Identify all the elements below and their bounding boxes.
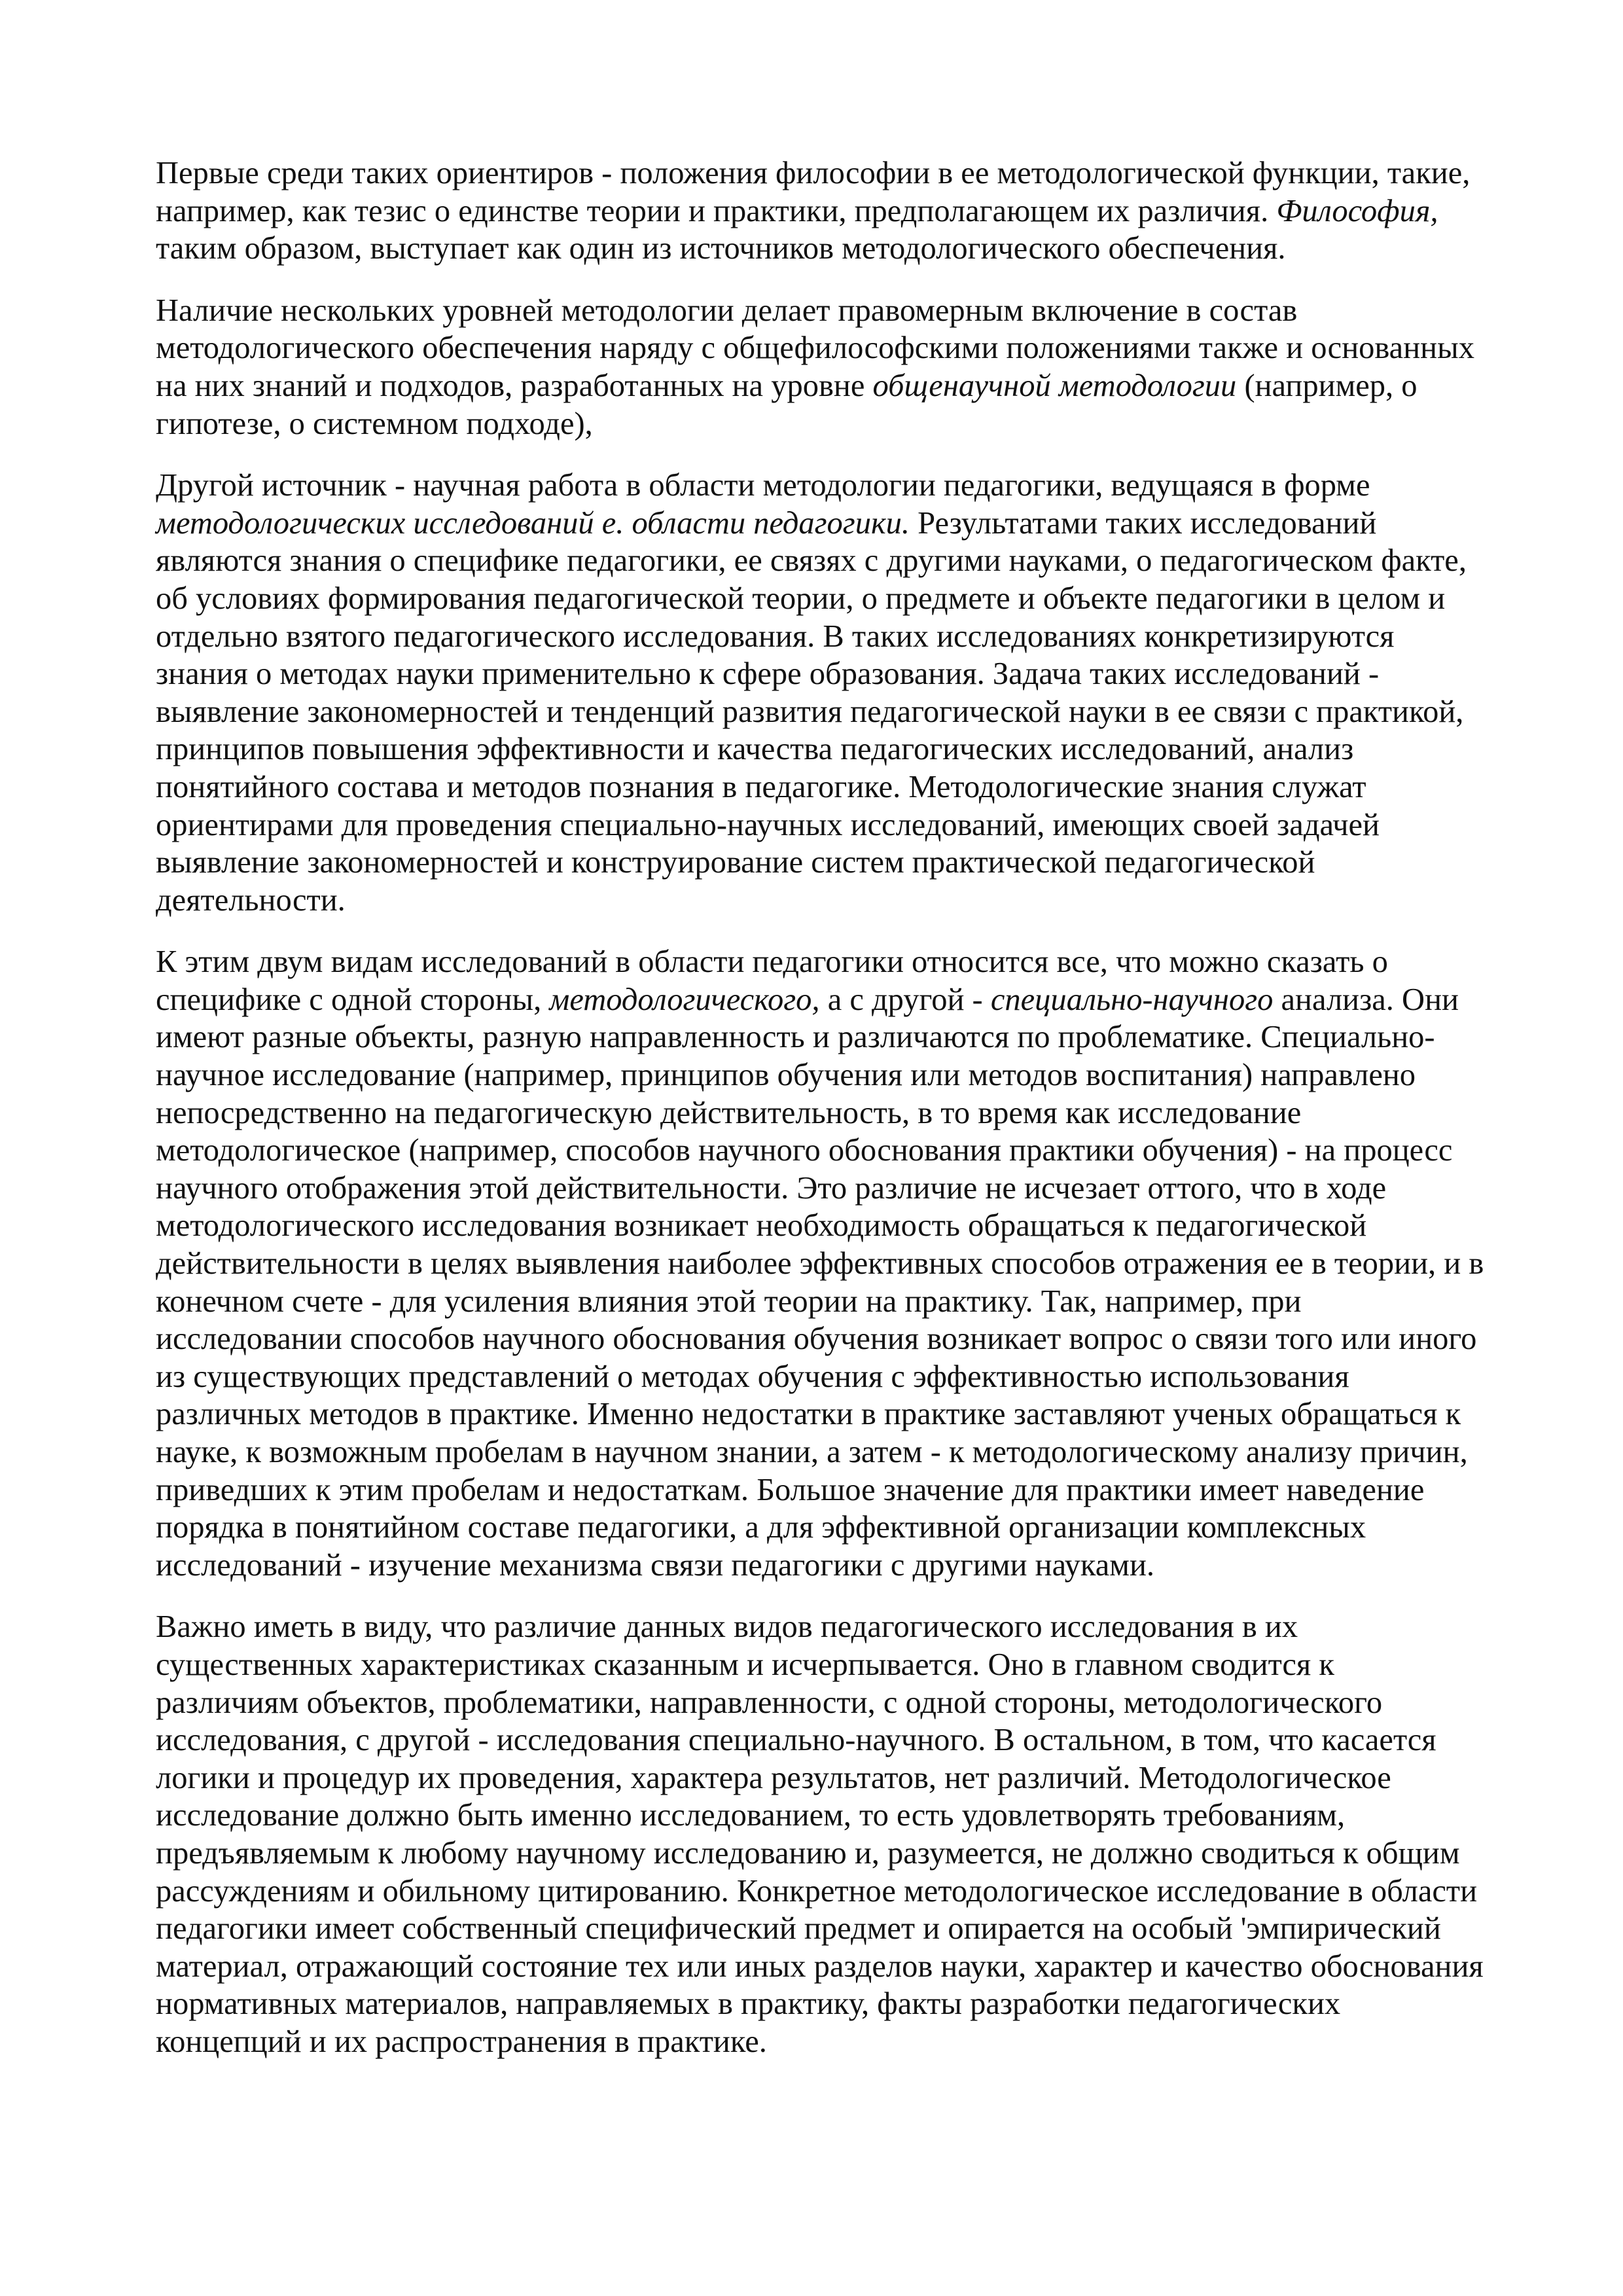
text-run: Наличие нескольких уровней методологии делает правомерным включение в состав методологического обеспечения наряду с общефилософскими положениями также и основанных на них знаний и подходов, разработанных на уровне <box>156 293 1474 403</box>
paragraph-3 <box>156 467 1484 919</box>
text-run: Другой источник - научная работа в области методологии педагогики, ведущаяся в форме <box>156 468 1370 503</box>
text-run: а с другой - <box>819 982 991 1017</box>
italic-run: общенаучной методологии <box>872 368 1237 403</box>
italic-run: методологического, <box>549 982 820 1017</box>
italic-run: Философия, <box>1276 193 1438 228</box>
text-run: (например, о гипотезе, о системном подходе), <box>156 368 1418 441</box>
text-run: анализа. Они имеют разные объекты, разную направленность и различаются по проблематике. Специально-научное исследование (например, принципов обучения или методов воспитания) направлено непосредственно на педагогическую действительность, в то время как исследование методологическое (например, способов научного обоснования практики обучения) - на процесс научного отображения этой действительности. Это различие не исчезает оттого, что в ходе методологического исследования возникает необходимость обращаться к педагогической действительности в целях выявления наиболее эффективных способов отражения ее в теории, и в конечном счете - для усиления влияния этой теории на практику. Так, например, при исследовании способов научного обоснования обучения возникает вопрос о связи того или иного из существующих представлений о методах обучения с эффективностью использования различных методов в практике. Именно недостатки в практике заставляют ученых обращаться к науке, к возможным пробелам в научном знании, а затем - к методологическому анализу причин, приведших к этим пробелам и недостаткам. Большое значение для практики имеет наведение порядка в понятийном составе педагогики, а для эффективной организации комплексных исследований - изучение механизма связи педагогики с другими науками. <box>156 982 1484 1583</box>
paragraph-2 <box>156 292 1484 442</box>
paragraph-4 <box>156 943 1484 1584</box>
paragraph-5 <box>156 1608 1484 2060</box>
text-run: К этим двум видам исследований в области педагогики относится все, что можно сказать о специфике с одной стороны, <box>156 944 1388 1017</box>
document-page <box>156 154 1484 2085</box>
paragraph-1 <box>156 154 1484 268</box>
text-run: таким образом, выступает как один из источников методологического обеспечения. <box>156 231 1286 266</box>
italic-run: методологических исследований е. области педагогики. <box>156 505 910 541</box>
text-run: Важно иметь в виду, что различие данных видов педагогического исследования в их существенных характеристиках сказанным и исчерпывается. Оно в главном сводится к различиям объектов, проблематики, направленности, с одной стороны, методологического исследования, с другой - исследования специально-научного. В остальном, в том, что касается логики и процедур их проведения, характера результатов, нет различий. Методологическое исследование должно быть именно исследованием, то есть удовлетворять требованиям, предъявляемым к любому научному исследованию и, разумеется, не должно сводиться к общим рассуждениям и обильному цитированию. Конкретное методологическое исследование в области педагогики имеет собственный специфический предмет и опирается на особый 'эмпирический материал, отражающий состояние тех или иных разделов науки, характер и качество обоснования нормативных материалов, направляемых в практику, факты разработки педагогических концепций и их распространения в практике. <box>156 1609 1484 2059</box>
text-run: Первые среди таких ориентиров - положения философии в ее методологической функции, такие, например, как тезис о единстве теории и практики, предполагающем их различия. <box>156 156 1471 228</box>
text-run: Результатами таких исследований являются знания о специфике педагогики, ее связях с другими науками, о педагогическом факте, об условиях формирования педагогической теории, о предмете и объекте педагогики в целом и отдельно взятого педагогического исследования. В таких исследованиях конкретизируются знания о методах науки применительно к сфере образования. Задача таких исследований - выявление закономерностей и тенденций развития педагогической науки в ее связи с практикой, принципов повышения эффективности и качества педагогических исследований, анализ понятийного состава и методов познания в педагогике. Методологические знания служат ориентирами для проведения специально-научных исследований, имеющих своей задачей выявление закономерностей и конструирование систем практической педагогической деятельности. <box>156 505 1467 918</box>
italic-run: специально-научного <box>990 982 1274 1017</box>
